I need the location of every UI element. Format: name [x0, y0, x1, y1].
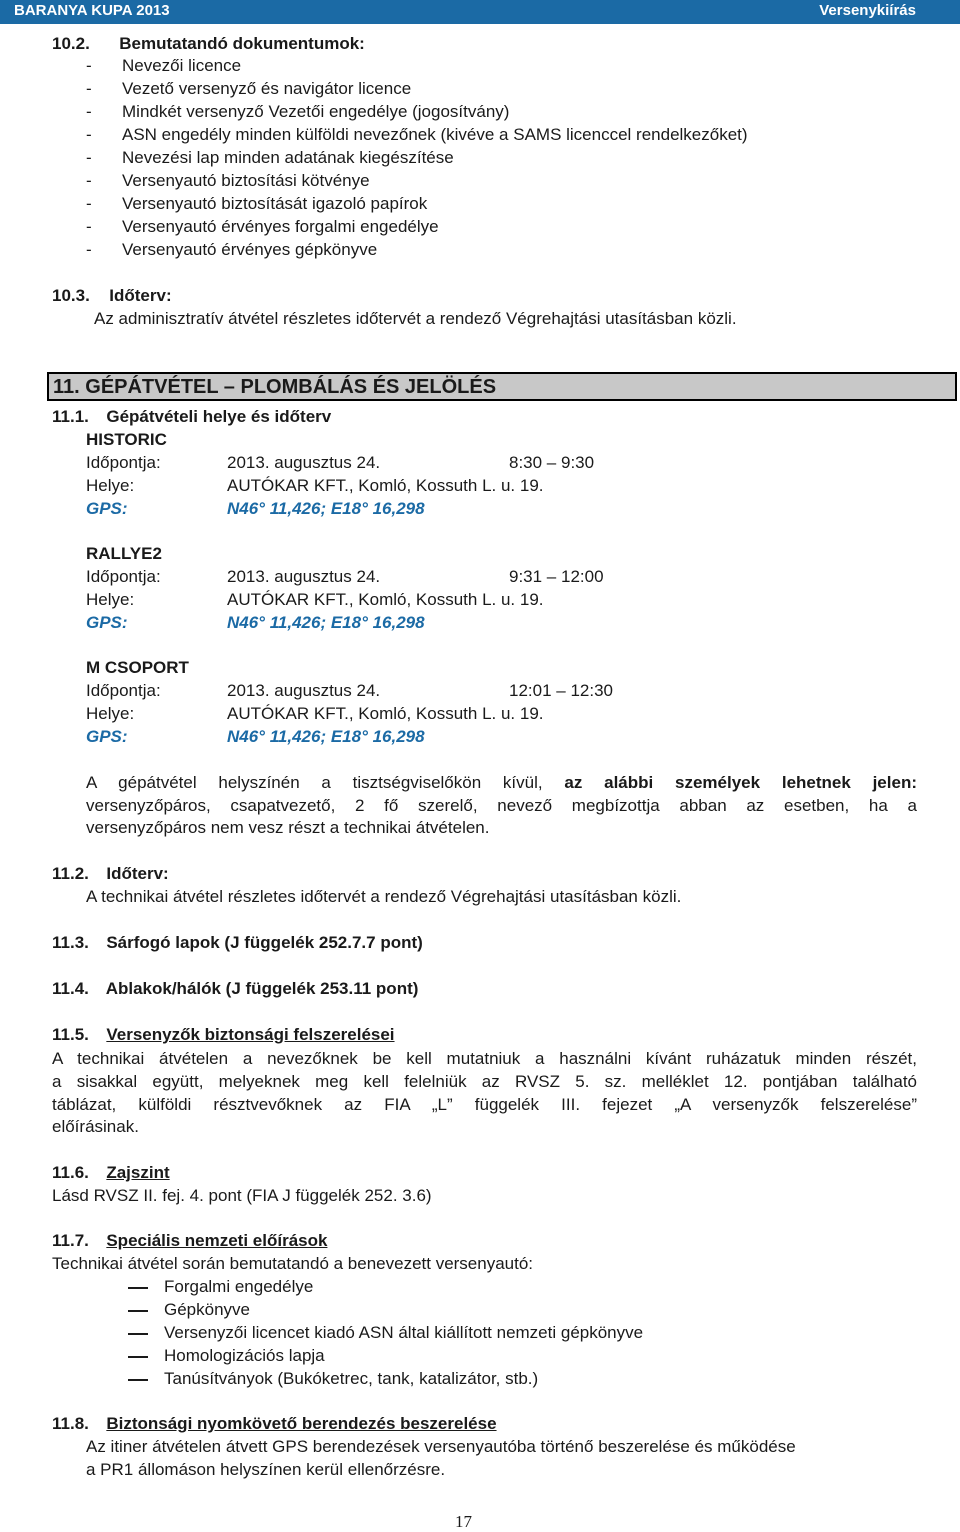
list-item: Tanúsítványok (Bukóketrec, tank, katalizátor, stb.): [164, 1369, 539, 1388]
section-11-8-text-line-1: Az itiner átvételen átvett GPS berendezések versenyautóba történő beszerelése és működése: [86, 1437, 796, 1456]
section-number: 11.1.: [52, 407, 89, 426]
time-label: Időpontja:: [86, 453, 161, 472]
section-number: 11.7.: [52, 1231, 89, 1250]
equipment-paragraph-line: táblázat, külföldi résztvevőknek az FIA „L” függelék III. fejezet „A versenyzők felszerelése”: [52, 1095, 917, 1114]
list-item: - Vezető versenyző és navigátor licence: [86, 79, 412, 98]
date-value: 2013. augusztus 24.: [227, 453, 381, 472]
time-range: 9:31 – 12:00: [509, 567, 604, 586]
group-name: HISTORIC: [86, 430, 167, 449]
time-label: Időpontja:: [86, 567, 161, 586]
gps-value: N46° 11,426; E18° 16,298: [227, 499, 425, 518]
section-11-1-heading: [52, 406, 331, 428]
section-11-title-box: [47, 372, 957, 401]
place-value: AUTÓKAR KFT., Komló, Kossuth L. u. 19.: [227, 476, 544, 495]
section-11-2-heading: [52, 863, 169, 885]
section-11-5-heading: [52, 1024, 395, 1046]
section-11-4-heading: [52, 978, 418, 1000]
time-range: 8:30 – 9:30: [509, 453, 595, 472]
list-item: - Nevezési lap minden adatának kiegészítése: [86, 148, 454, 167]
dash-bullet: [128, 1310, 148, 1312]
section-title: Ablakok/hálók (J függelék 253.11 pont): [105, 979, 419, 998]
section-title: Időterv:: [106, 864, 169, 883]
section-11-3-heading: [52, 932, 423, 954]
time-label: Időpontja:: [86, 681, 161, 700]
place-label: Helye:: [86, 476, 135, 495]
dash-bullet: [128, 1333, 148, 1335]
section-title: Biztonsági nyomkövető berendezés beszerelése: [106, 1414, 497, 1433]
list-item: - Versenyautó érvényes forgalmi engedélye: [86, 217, 439, 236]
section-title: Versenyzők biztonsági felszerelései: [106, 1025, 395, 1044]
equipment-paragraph-line: A technikai átvételen a nevezőknek be kell mutatniuk a használni kívánt ruházatuk minden részét,: [52, 1049, 917, 1068]
section-number: 11.3.: [52, 933, 89, 952]
section-11-6-heading: [52, 1162, 170, 1184]
section-number: 11.8.: [52, 1414, 89, 1433]
equipment-paragraph-line: a sisakkal együtt, melyeknek meg kell felelniük az RVSZ 5. sz. melléklet 12. pontjában található: [52, 1072, 917, 1091]
section-title: Gépátvételi helye és időterv: [106, 407, 332, 426]
attendance-emphasis: az alábbi személyek lehetnek jelen:: [564, 773, 917, 792]
list-item: - Versenyautó biztosítását igazoló papírok: [86, 194, 428, 213]
section-11-8-heading: [52, 1413, 497, 1435]
dash-bullet: [128, 1356, 148, 1358]
section-number: 10.3.: [52, 286, 90, 305]
header-title: BARANYA KUPA 2013: [14, 2, 170, 19]
section-number: 11.4.: [52, 979, 89, 998]
place-value: AUTÓKAR KFT., Komló, Kossuth L. u. 19.: [227, 704, 544, 723]
group-name: M CSOPORT: [86, 658, 189, 677]
dash-bullet: [128, 1287, 148, 1289]
list-item: Forgalmi engedélye: [164, 1277, 314, 1296]
date-value: 2013. augusztus 24.: [227, 567, 381, 586]
section-number: 11.5.: [52, 1025, 89, 1044]
group-name: RALLYE2: [86, 544, 162, 563]
list-item: - ASN engedély minden külföldi nevezőnek (kivéve a SAMS licenccel rendelkezőket): [86, 125, 748, 144]
equipment-paragraph-line: előírásinak.: [52, 1117, 139, 1136]
date-value: 2013. augusztus 24.: [227, 681, 381, 700]
time-range: 12:01 – 12:30: [509, 681, 613, 700]
gps-label: GPS:: [86, 499, 128, 518]
section-10-2-heading: [52, 33, 365, 55]
place-label: Helye:: [86, 590, 135, 609]
section-number: 11.2.: [52, 864, 89, 883]
section-11-6-text: Lásd RVSZ II. fej. 4. pont (FIA J függelék 252. 3.6): [52, 1186, 432, 1205]
header-doc-type: Versenykiírás: [819, 2, 916, 19]
dash-bullet: [128, 1379, 148, 1381]
section-11-7-intro: Technikai átvétel során bemutatandó a benevezett versenyautó:: [52, 1254, 534, 1273]
gps-label: GPS:: [86, 727, 128, 746]
attendance-paragraph-line-2: versenyzőpáros, csapatvezető, 2 fő szerelő, nevező megbízottja abban az esetben, ha a: [86, 796, 917, 815]
section-title: Időterv:: [109, 286, 172, 305]
page-header: [0, 0, 960, 24]
list-item: Homologizációs lapja: [164, 1346, 325, 1365]
section-11-8-text-line-2: a PR1 állomáson helyszínen kerül ellenőrzésre.: [86, 1460, 446, 1479]
gps-value: N46° 11,426; E18° 16,298: [227, 613, 425, 632]
attendance-paragraph-line-1: A gépátvétel helyszínén a tisztségviselőkön kívül, az alábbi személyek lehetnek jelen:: [86, 773, 917, 792]
place-label: Helye:: [86, 704, 135, 723]
section-title: Bemutatandó dokumentumok:: [119, 34, 365, 53]
section-11-2-text: A technikai átvétel részletes időtervét a rendező Végrehajtási utasításban közli.: [86, 887, 682, 906]
section-11-7-heading: [52, 1230, 327, 1252]
section-10-3-heading: [52, 285, 172, 307]
list-item: - Nevezői licence: [86, 56, 242, 75]
place-value: AUTÓKAR KFT., Komló, Kossuth L. u. 19.: [227, 590, 544, 609]
section-10-3-text: Az adminisztratív átvétel részletes időtervét a rendező Végrehajtási utasításban közli.: [94, 309, 737, 328]
list-item: Gépkönyve: [164, 1300, 250, 1319]
page-number: 17: [455, 1512, 472, 1531]
section-title: Zajszint: [106, 1163, 170, 1182]
section-title: Speciális nemzeti előírások: [106, 1231, 328, 1250]
section-11-title: 11. GÉPÁTVÉTEL – PLOMBÁLÁS ÉS JELÖLÉS: [53, 376, 497, 398]
gps-value: N46° 11,426; E18° 16,298: [227, 727, 425, 746]
list-item: Versenyzői licencet kiadó ASN által kiállított nemzeti gépkönyve: [164, 1323, 644, 1342]
attendance-paragraph-line-3: versenyzőpáros nem vesz részt a technikai átvételen.: [86, 818, 490, 837]
list-item: - Versenyautó érvényes gépkönyve: [86, 240, 378, 259]
list-item: - Mindkét versenyző Vezetői engedélye (jogosítvány): [86, 102, 510, 121]
section-title: Sárfogó lapok (J függelék 252.7.7 pont): [106, 933, 423, 952]
gps-label: GPS:: [86, 613, 128, 632]
section-number: 11.6.: [52, 1163, 89, 1182]
section-number: 10.2.: [52, 34, 90, 53]
list-item: - Versenyautó biztosítási kötvénye: [86, 171, 370, 190]
